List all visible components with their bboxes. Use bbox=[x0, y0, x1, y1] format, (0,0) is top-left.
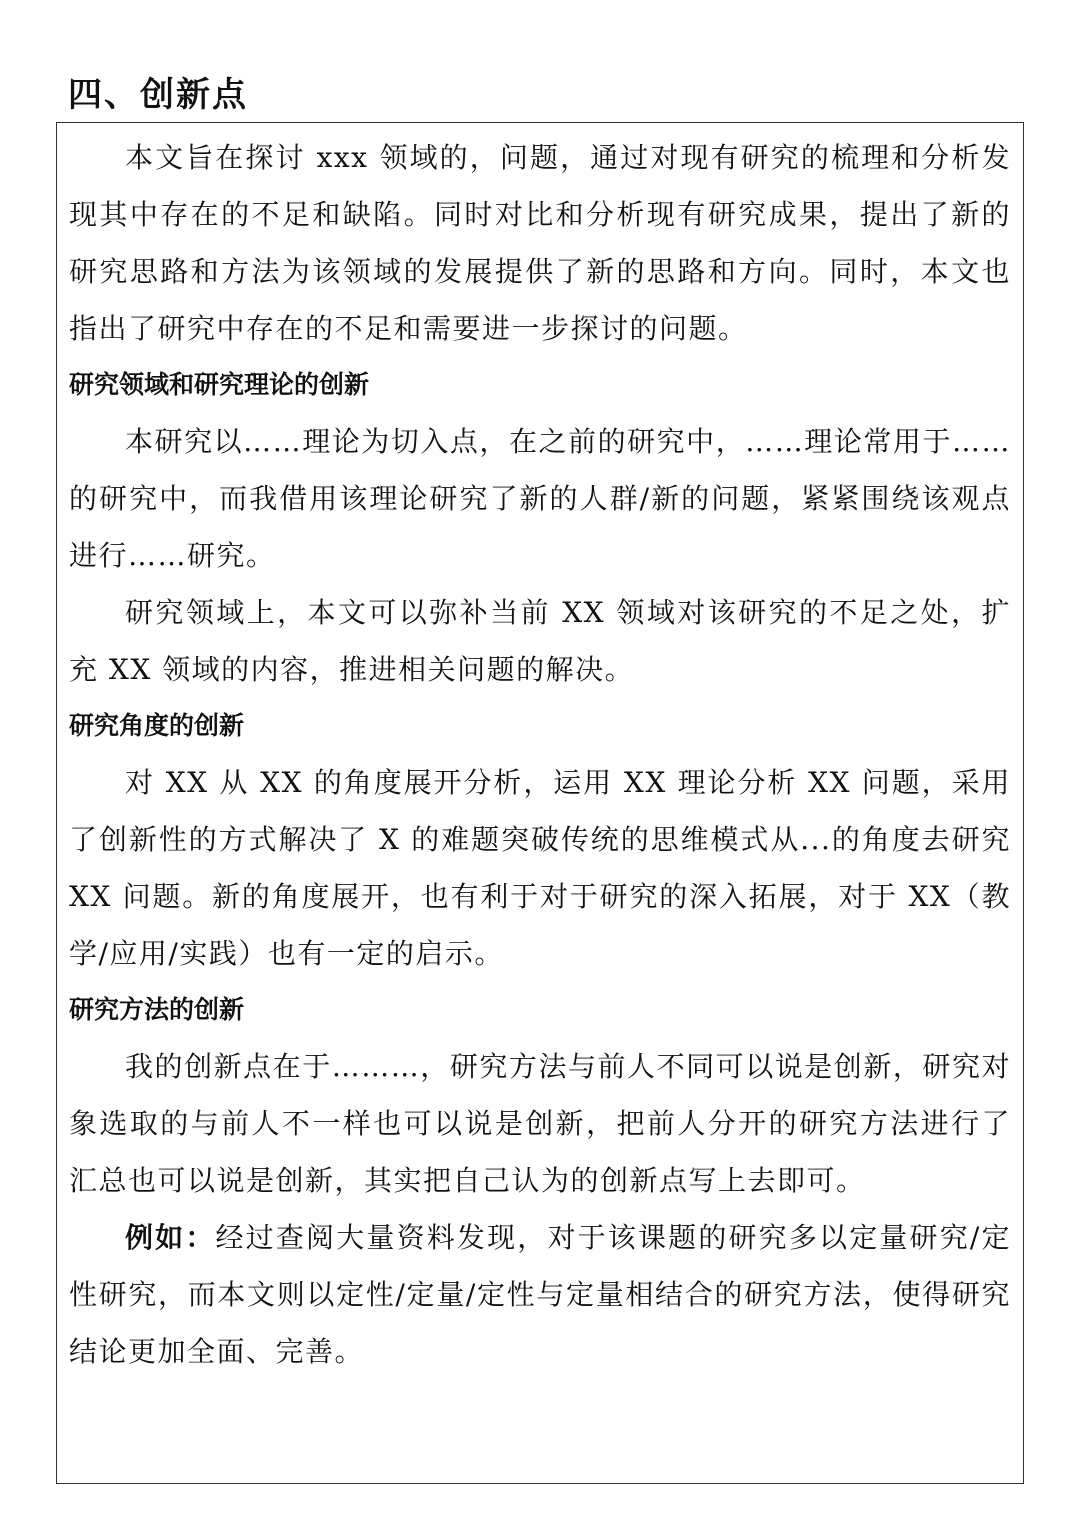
example-paragraph bbox=[69, 1209, 1011, 1380]
content-box bbox=[56, 122, 1024, 1484]
intro-paragraph: 本文旨在探讨 xxx 领域的，问题，通过对现有研究的梳理和分析发现其中存在的不足和缺陷。同时对比和分析现有研究成果，提出了新的研究思路和方法为该领域的发展提供了新的思路和方向。同时，本文也指出了研究中存在的不足和需要进一步探讨的问题。 bbox=[69, 141, 1011, 345]
method-paragraph: 我的创新点在于………，研究方法与前人不同可以说是创新，研究对象选取的与前人不一样也可以说是创新，把前人分开的研究方法进行了汇总也可以说是创新，其实把自己认为的创新点写上去即可。 bbox=[69, 1050, 1011, 1197]
subheading-perspective: 研究角度的创新 bbox=[69, 711, 245, 740]
subheading-method: 研究方法的创新 bbox=[69, 995, 245, 1024]
section-heading: 四、创新点 bbox=[68, 75, 248, 115]
field-theory-paragraph-2: 研究领域上，本文可以弥补当前 XX 领域对该研究的不足之处，扩充 XX 领域的内容，推进相关问题的解决。 bbox=[69, 596, 1011, 686]
example-lead: 例如： bbox=[125, 1221, 216, 1254]
field-theory-paragraph-1: 本研究以……理论为切入点，在之前的研究中，……理论常用于……的研究中，而我借用该理论研究了新的人群/新的问题，紧紧围绕该观点进行……研究。 bbox=[69, 425, 1011, 572]
subheading-field-theory: 研究领域和研究理论的创新 bbox=[69, 370, 370, 399]
example-text: 经过查阅大量资料发现，对于该课题的研究多以定量研究/定性研究，而本文则以定性/定量/定性与定量相结合的研究方法，使得研究结论更加全面、完善。 bbox=[69, 1221, 1011, 1368]
perspective-paragraph: 对 XX 从 XX 的角度展开分析，运用 XX 理论分析 XX 问题，采用了创新性的方式解决了 X 的难题突破传统的思维模式从...的角度去研究 XX 问题。新的角度展开，也有利于对于研究的深入拓展，对于 XX（教学/应用/实践）也有一定的启示。 bbox=[69, 766, 1011, 970]
